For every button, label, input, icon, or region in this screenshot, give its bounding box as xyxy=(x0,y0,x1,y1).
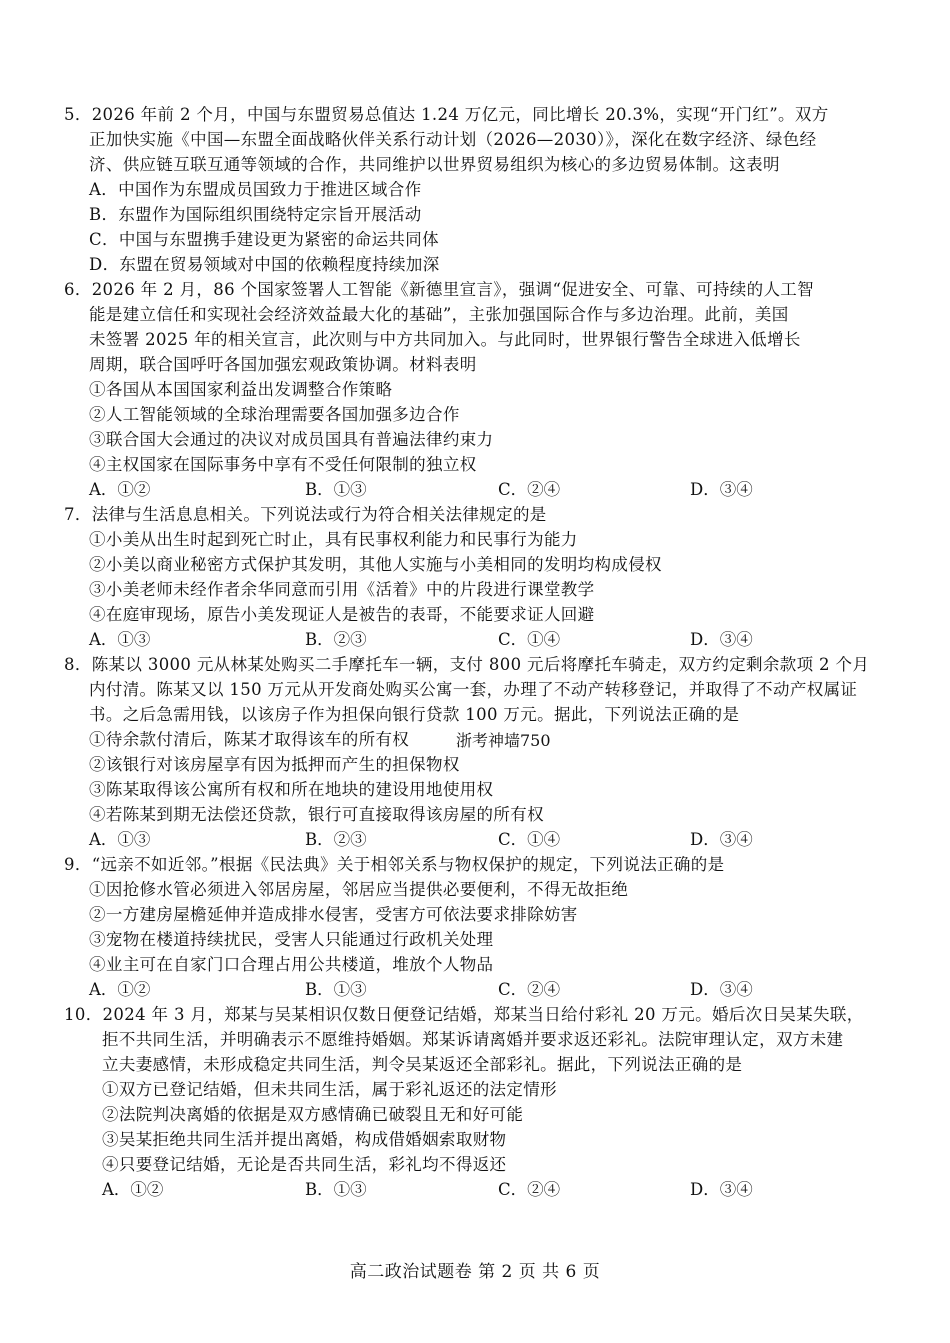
question-stem-line: 5．2026 年前 2 个月，中国与东盟贸易总值达 1.24 万亿元，同比增长 20.3%，实现“开门红”。双方 xyxy=(64,105,829,124)
question-stem-line: 9．“远亲不如近邻。”根据《民法典》关于相邻关系与物权保护的规定，下列说法正确的是 xyxy=(64,855,725,874)
option-b: B．②③ xyxy=(305,630,367,649)
question-stem-line: 立夫妻感情，未形成稳定共同生活，判令吴某返还全部彩礼。据此，下列说法正确的是 xyxy=(102,1055,743,1074)
statement-item: ④若陈某到期无法偿还贷款，银行可直接取得该房屋的所有权 xyxy=(89,805,544,824)
question-stem-line: 8．陈某以 3000 元从林某处购买二手摩托车一辆，支付 800 元后将摩托车骑走，双方约定剩余款项 2 个月 xyxy=(64,655,870,674)
option-c: C．②④ xyxy=(498,480,561,499)
statement-item: ②小美以商业秘密方式保护其发明，其他人实施与小美相同的发明均构成侵权 xyxy=(89,555,662,574)
statement-item: ④在庭审现场，原告小美发现证人是被告的表哥，不能要求证人回避 xyxy=(89,605,595,624)
statement-item: ①双方已登记结婚，但未共同生活，属于彩礼返还的法定情形 xyxy=(102,1080,557,1099)
statement-item: ③宠物在楼道持续扰民，受害人只能通过行政机关处理 xyxy=(89,930,494,949)
answer-choice: A．中国作为东盟成员国致力于推进区域合作 xyxy=(89,180,422,199)
page-footer: 高二政治试题卷 第 2 页 共 6 页 xyxy=(349,1262,601,1282)
question-stem-line: 6．2026 年 2 月，86 个国家签署人工智能《新德里宣言》，强调“促进安全、可靠、可持续的人工智 xyxy=(64,280,814,299)
question-stem-line: 内付清。陈某又以 150 万元从开发商处购买公寓一套，办理了不动产转移登记，并取得了不动产权属证 xyxy=(89,680,858,699)
option-a: A．①② xyxy=(89,980,151,999)
statement-item: ②法院判决离婚的依据是双方感情确已破裂且无和好可能 xyxy=(102,1105,524,1124)
statement-item: ③陈某取得该公寓所有权和所在地块的建设用地使用权 xyxy=(89,780,494,799)
option-a: A．①③ xyxy=(89,630,151,649)
statement-item: ③小美老师未经作者余华同意而引用《活着》中的片段进行课堂教学 xyxy=(89,580,595,599)
statement-item: ②人工智能领域的全球治理需要各国加强多边合作 xyxy=(89,405,460,424)
answer-choice: C．中国与东盟携手建设更为紧密的命运共同体 xyxy=(89,230,439,249)
option-d: D．③④ xyxy=(690,480,753,499)
statement-item: ①小美从出生时起到死亡时止，具有民事权利能力和民事行为能力 xyxy=(89,530,578,549)
statement-item: ④业主可在自家门口合理占用公共楼道，堆放个人物品 xyxy=(89,955,494,974)
option-c: C．②④ xyxy=(498,1180,561,1199)
statement-item: ③吴某拒绝共同生活并提出离婚，构成借婚姻索取财物 xyxy=(102,1130,507,1149)
option-c: C．①④ xyxy=(498,630,561,649)
watermark-text: 浙考神墙750 xyxy=(456,731,551,750)
question-stem-line: 能是建立信任和实现社会经济效益最大化的基础”，主张加强国际合作与多边治理。此前，美国 xyxy=(89,305,789,324)
option-d: D．③④ xyxy=(690,630,753,649)
question-stem-line: 正加快实施《中国—东盟全面战略伙伴关系行动计划（2026—2030）》，深化在数字经济、绿色经 xyxy=(89,130,817,149)
statement-item: ②该银行对该房屋享有因为抵押而产生的担保物权 xyxy=(89,755,460,774)
option-d: D．③④ xyxy=(690,1180,753,1199)
question-stem-line: 济、供应链互联互通等领域的合作，共同维护以世界贸易组织为核心的多边贸易体制。这表明 xyxy=(89,155,780,174)
question-stem-line: 书。之后急需用钱，以该房子作为担保向银行贷款 100 万元。据此，下列说法正确的是 xyxy=(89,705,740,724)
statement-item: ④只要登记结婚，无论是否共同生活，彩礼均不得返还 xyxy=(102,1155,507,1174)
statement-item: ③联合国大会通过的决议对成员国具有普遍法律约束力 xyxy=(89,430,494,449)
answer-choice: B．东盟作为国际组织围绕特定宗旨开展活动 xyxy=(89,205,422,224)
statement-item: ④主权国家在国际事务中享有不受任何限制的独立权 xyxy=(89,455,477,474)
statement-item: ①待余款付清后，陈某才取得该车的所有权 xyxy=(89,730,410,749)
question-stem-line: 7．法律与生活息息相关。下列说法或行为符合相关法律规定的是 xyxy=(64,505,547,524)
option-a: A．①③ xyxy=(89,830,151,849)
option-a: A．①② xyxy=(89,480,151,499)
question-stem-line: 未签署 2025 年的相关宣言，此次则与中方共同加入。与此同时，世界银行警告全球进入低增长 xyxy=(89,330,801,349)
option-a: A．①② xyxy=(102,1180,164,1199)
option-b: B．①③ xyxy=(305,480,367,499)
statement-item: ①各国从本国国家利益出发调整合作策略 xyxy=(89,380,393,399)
answer-choice: D．东盟在贸易领域对中国的依赖程度持续加深 xyxy=(89,255,440,274)
question-stem-line: 拒不共同生活，并明确表示不愿维持婚姻。郑某诉请离婚并要求返还彩礼。法院审理认定，双方未建 xyxy=(102,1030,844,1049)
option-b: B．②③ xyxy=(305,830,367,849)
statement-item: ①因抢修水管必须进入邻居房屋，邻居应当提供必要便利，不得无故拒绝 xyxy=(89,880,629,899)
option-b: B．①③ xyxy=(305,980,367,999)
option-d: D．③④ xyxy=(690,980,753,999)
question-stem-line: 10．2024 年 3 月，郑某与吴某相识仅数日便登记结婚，郑某当日给付彩礼 20 万元。婚后次日吴某失联， xyxy=(64,1005,864,1024)
question-stem-line: 周期，联合国呼吁各国加强宏观政策协调。材料表明 xyxy=(89,355,477,374)
option-c: C．①④ xyxy=(498,830,561,849)
statement-item: ②一方建房屋檐延伸并造成排水侵害，受害方可依法要求排除妨害 xyxy=(89,905,578,924)
option-b: B．①③ xyxy=(305,1180,367,1199)
option-d: D．③④ xyxy=(690,830,753,849)
option-c: C．②④ xyxy=(498,980,561,999)
